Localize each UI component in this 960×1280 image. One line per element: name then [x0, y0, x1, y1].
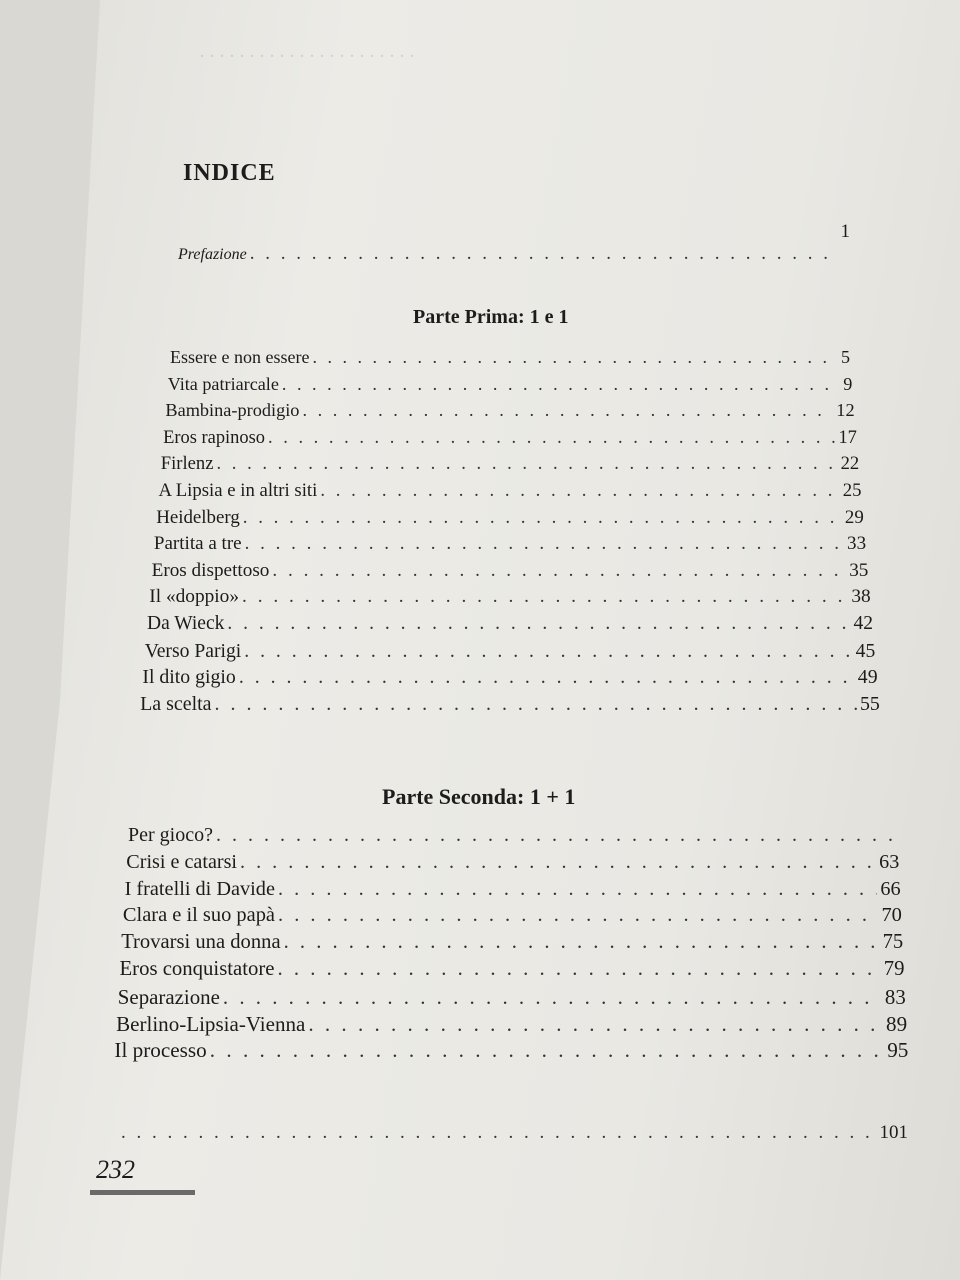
- toc-entry-page: 55: [859, 692, 880, 715]
- toc-entry-page: 45: [855, 639, 876, 662]
- toc-entry-title: Il processo: [114, 1038, 207, 1063]
- toc-entry-page: 25: [842, 480, 862, 501]
- toc-entry: [145, 640, 876, 666]
- leader-dots: [302, 400, 833, 421]
- toc-entry-page: 29: [844, 506, 864, 528]
- toc-entry: [142, 666, 877, 692]
- toc-entry: [163, 427, 857, 453]
- leader-dots: [240, 851, 876, 874]
- toc-entry: [120, 958, 905, 984]
- toc-entry-title: Firlenz: [160, 453, 214, 475]
- toc-entry-title: Berlino-Lipsia-Vienna: [116, 1011, 306, 1036]
- toc-entry: [121, 931, 903, 957]
- toc-entry-page: 35: [849, 559, 869, 581]
- toc-entry: [114, 1038, 908, 1064]
- page-title: INDICE: [183, 160, 276, 186]
- toc-entry-title: Il dito gigio: [142, 666, 236, 689]
- toc-entry: [156, 507, 864, 533]
- toc-entry-page: 49: [857, 666, 878, 689]
- toc-entry: [140, 693, 880, 719]
- leader-dots: [278, 904, 878, 927]
- toc-entry-page: 75: [882, 931, 904, 954]
- leader-dots: [223, 985, 882, 1010]
- toc-entry: [123, 904, 902, 930]
- toc-entry-title: Da Wieck: [147, 613, 225, 634]
- toc-entry-title: Bambina-prodigio: [165, 400, 300, 421]
- leader-dots: [215, 693, 857, 716]
- toc-entry: [152, 560, 869, 586]
- leader-dots: [210, 1038, 884, 1063]
- toc-entry-title: Separazione: [117, 984, 220, 1009]
- leader-dots: [227, 613, 850, 635]
- toc-entry-title: Verso Parigi: [144, 639, 242, 662]
- section-heading-part-one: Parte Prima: 1 e 1: [413, 306, 569, 328]
- toc-entry-title: A Lipsia e in altri siti: [158, 480, 318, 501]
- toc-entry-continuation: . . . 101: [118, 1122, 908, 1148]
- leader-dots: [242, 586, 848, 608]
- toc-entry-title: La scelta: [140, 692, 212, 715]
- toc-entry: [161, 453, 859, 479]
- toc-entry-page: 5: [841, 347, 850, 367]
- toc-entry: [165, 400, 854, 426]
- toc-entry-title: Il «doppio»: [149, 586, 240, 608]
- toc-entry-page: 83: [884, 984, 906, 1009]
- leader-dots: [239, 666, 855, 689]
- toc-entry-title: Essere e non essere: [170, 347, 310, 367]
- toc-entry-title: Heidelberg: [156, 506, 240, 528]
- bleed-through-text: . . . . . . . . . . . . . . . . . . . . . .: [200, 40, 415, 62]
- toc-entry-page: 42: [853, 613, 873, 634]
- leader-dots: [284, 931, 880, 954]
- leader-dots: [216, 453, 837, 475]
- toc-entry-title: Per gioco?: [128, 824, 213, 846]
- leader-dots: [245, 533, 844, 555]
- toc-entry: [118, 985, 906, 1011]
- toc-entry: [168, 374, 853, 400]
- leader-dots: [244, 640, 852, 663]
- leader-dots: [272, 560, 846, 582]
- leader-dots: [282, 374, 840, 395]
- leader-dots: [308, 1012, 883, 1037]
- page-number: 232: [96, 1155, 135, 1184]
- toc-entry: [159, 480, 862, 506]
- leader-dots: [278, 878, 877, 901]
- toc-entry-page: 66: [880, 877, 901, 900]
- toc-entry-title: Partita a tre: [153, 533, 242, 555]
- toc-entry-page: 63: [879, 850, 900, 873]
- leader-dots: [320, 480, 839, 502]
- toc-entry-title: I fratelli di Davide: [124, 877, 275, 900]
- toc-entry-page: 33: [847, 533, 867, 555]
- toc-entry: [147, 613, 873, 639]
- folio-rule: [90, 1190, 195, 1195]
- toc-entry-title: Crisi e catarsi: [126, 850, 238, 873]
- leader-dots: [268, 427, 835, 448]
- toc-entry-title: Clara e il suo papà: [122, 904, 275, 927]
- toc-entry-page: 9: [843, 373, 853, 394]
- toc-entry-preface: Prefazione . . . 1: [178, 243, 850, 269]
- toc-entry-page: 70: [881, 904, 902, 927]
- toc-entry-title: Trovarsi una donna: [121, 931, 281, 954]
- section-heading-part-two: Parte Seconda: 1 + 1: [382, 784, 576, 809]
- toc-entry-page: 12: [836, 400, 855, 421]
- toc-entry: [149, 586, 870, 612]
- toc-entry: [126, 851, 899, 877]
- toc-entry-page: 17: [838, 426, 857, 447]
- toc-entry-title: Vita patriarcale: [167, 373, 279, 394]
- toc-entry: [116, 1012, 907, 1038]
- toc-entry-page: 89: [886, 1011, 908, 1036]
- toc-entry: [128, 824, 898, 850]
- leader-dots: [121, 1122, 877, 1144]
- toc-entry-title: Eros conquistatore: [119, 958, 275, 980]
- toc-entry: [154, 533, 866, 559]
- toc-entry-page: 79: [883, 958, 905, 980]
- leader-dots: [278, 958, 881, 981]
- toc-entry-page: 95: [887, 1038, 909, 1063]
- toc-entry-page: 22: [840, 453, 860, 475]
- toc-entry-page: 38: [851, 586, 871, 608]
- toc-entry: [125, 878, 901, 904]
- toc-entry-title: Eros dispettoso: [151, 559, 270, 581]
- toc-entry: [170, 347, 850, 373]
- leader-dots: [243, 507, 842, 529]
- leader-dots: [250, 243, 838, 265]
- leader-dots: [216, 824, 895, 847]
- toc-entry-title: Eros rapinoso: [163, 426, 265, 447]
- leader-dots: [312, 347, 838, 368]
